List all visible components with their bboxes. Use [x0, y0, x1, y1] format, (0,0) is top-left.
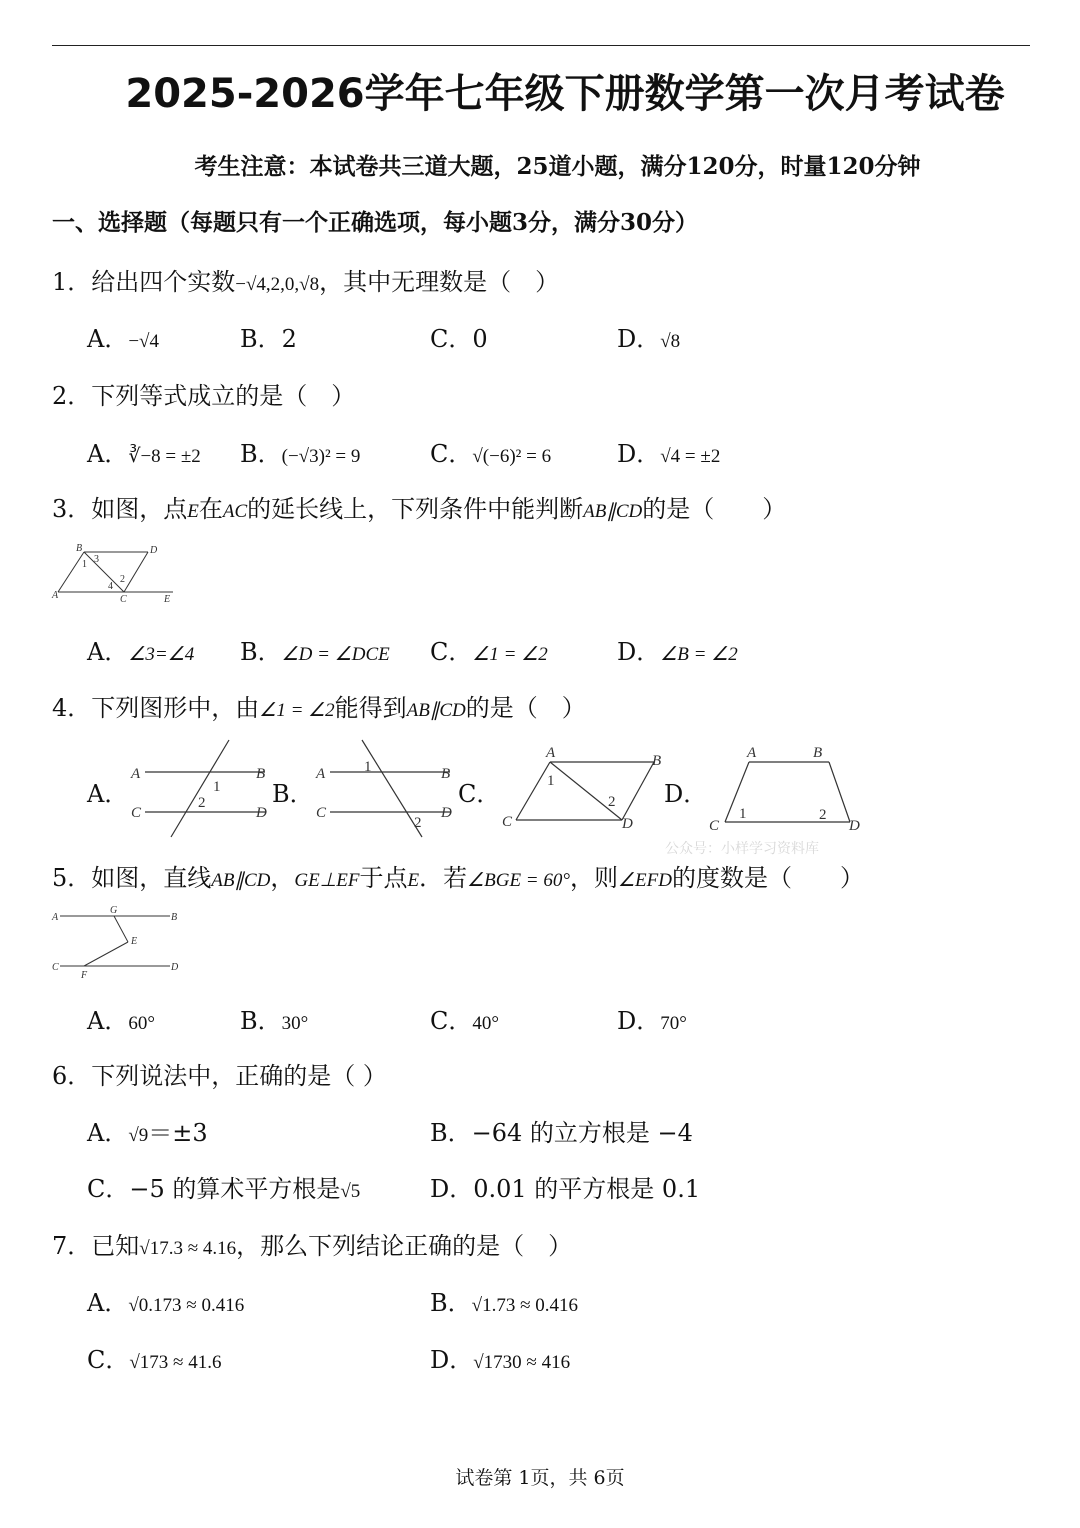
- q4-figure-a: [125, 735, 275, 840]
- angle-label-3: 3: [94, 554, 99, 565]
- option-6b: B．−64 的立方根是 −4: [430, 1119, 693, 1147]
- option-5b: B．30°: [240, 1007, 309, 1035]
- svg-text:D: D: [441, 805, 452, 821]
- svg-text:D: D: [849, 818, 860, 834]
- option-4b: B．: [272, 780, 314, 808]
- q4-figure-c: [500, 742, 670, 834]
- option-5a: A．60°: [87, 1007, 155, 1035]
- svg-text:A: A: [52, 912, 59, 923]
- option-6a: A．√9＝±3: [87, 1119, 208, 1147]
- option-7c: C．√173 ≈ 41.6: [87, 1346, 222, 1374]
- svg-text:A: A: [747, 745, 757, 761]
- option-1a: A．−√4: [87, 325, 159, 353]
- svg-text:1: 1: [213, 779, 221, 795]
- option-4d: D．: [664, 780, 708, 808]
- option-6c: C．−5 的算术平方根是√5: [87, 1175, 361, 1203]
- q4-figure-d: [705, 740, 870, 835]
- option-1d: D．√8: [617, 325, 681, 353]
- svg-text:2: 2: [414, 815, 422, 831]
- label-b: B: [76, 543, 83, 554]
- svg-text:A: A: [131, 766, 141, 782]
- math-expression: −√4,2,0,√8: [235, 274, 320, 295]
- svg-text:C: C: [709, 818, 720, 834]
- label-d: D: [150, 545, 158, 556]
- question-1: [52, 262, 559, 297]
- svg-text:B: B: [813, 745, 823, 761]
- exam-notice: 考生注意：本试卷共三道大题，25道小题，满分120分，时量120分钟: [194, 153, 921, 180]
- option-4c: C．: [458, 780, 501, 808]
- option-1b: B．2: [240, 325, 297, 353]
- option-3d: D．∠B = ∠2: [617, 638, 738, 666]
- svg-text:D: D: [622, 816, 633, 832]
- svg-text:1: 1: [547, 773, 555, 789]
- option-2b: B．(−√3)² = 9: [240, 440, 361, 468]
- svg-text:C: C: [502, 814, 513, 830]
- option-3c: C．∠1 = ∠2: [430, 638, 548, 666]
- q4-figure-b: [310, 735, 460, 840]
- svg-text:E: E: [131, 936, 138, 947]
- svg-text:F: F: [81, 970, 88, 981]
- question-5: 5．如图，直线AB∥CD，GE⊥EF于点E．若∠BGE = 60°，则∠EFD的度数是（ ）: [52, 864, 864, 892]
- angle-label-4: 4: [108, 581, 113, 592]
- angle-label-1: 1: [82, 559, 87, 570]
- angle-label-2: 2: [120, 574, 125, 585]
- svg-text:B: B: [256, 766, 266, 782]
- option-2a: A．∛−8 = ±2: [87, 440, 201, 468]
- option-3a: A．∠3=∠4: [87, 638, 195, 666]
- svg-text:B: B: [171, 912, 178, 923]
- option-1c: C．0: [430, 325, 488, 353]
- svg-text:D: D: [171, 962, 179, 973]
- section-heading: 一、选择题（每题只有一个正确选项，每小题3分，满分30分）: [52, 209, 699, 236]
- page-title: 2025-2026学年七年级下册数学第一次月考试卷: [125, 71, 1005, 117]
- question-text: ，其中无理数是（ ）: [319, 268, 560, 296]
- svg-text:G: G: [110, 905, 118, 916]
- svg-text:C: C: [131, 805, 142, 821]
- page-footer: 试卷第 1页，共 6页: [455, 1467, 625, 1489]
- svg-text:2: 2: [819, 807, 827, 823]
- svg-text:2: 2: [608, 794, 616, 810]
- top-rule: [52, 45, 1030, 46]
- svg-text:2: 2: [198, 795, 206, 811]
- question-3: 3．如图，点E在AC的延长线上，下列条件中能判断AB∥CD的是（ ）: [52, 495, 787, 523]
- svg-text:A: A: [546, 745, 556, 761]
- option-3b: B．∠D = ∠DCE: [240, 638, 390, 666]
- svg-text:C: C: [316, 805, 327, 821]
- watermark: 公众号：小样学习资料库: [665, 841, 819, 857]
- svg-text:D: D: [256, 805, 267, 821]
- svg-text:B: B: [441, 766, 451, 782]
- svg-text:1: 1: [739, 806, 747, 822]
- label-c: C: [120, 594, 127, 605]
- option-2c: C．√(−6)² = 6: [430, 440, 552, 468]
- option-7d: D．√1730 ≈ 416: [430, 1346, 571, 1374]
- q3-figure: [48, 540, 183, 606]
- svg-text:B: B: [652, 753, 662, 769]
- option-5c: C．40°: [430, 1007, 499, 1035]
- question-7: 7．已知√17.3 ≈ 4.16，那么下列结论正确的是（ ）: [52, 1232, 573, 1260]
- option-7a: A．√0.173 ≈ 0.416: [87, 1289, 245, 1317]
- svg-text:A: A: [316, 766, 326, 782]
- question-2: 2．下列等式成立的是（ ）: [52, 382, 356, 410]
- label-e: E: [164, 594, 171, 605]
- option-6d: D．0.01 的平方根是 0.1: [430, 1175, 701, 1203]
- q5-figure: [48, 902, 188, 982]
- option-2d: D．√4 = ±2: [617, 440, 721, 468]
- svg-text:1: 1: [364, 759, 372, 775]
- option-5d: D．70°: [617, 1007, 687, 1035]
- option-4a: A．: [87, 780, 129, 808]
- question-4: 4．下列图形中，由∠1 = ∠2能得到AB∥CD的是（ ）: [52, 694, 586, 722]
- question-6: 6．下列说法中，正确的是（ ）: [52, 1062, 387, 1090]
- question-text: 1．给出四个实数: [52, 268, 236, 296]
- svg-text:C: C: [52, 962, 59, 973]
- option-7b: B．√1.73 ≈ 0.416: [430, 1289, 578, 1317]
- label-a: A: [52, 590, 59, 601]
